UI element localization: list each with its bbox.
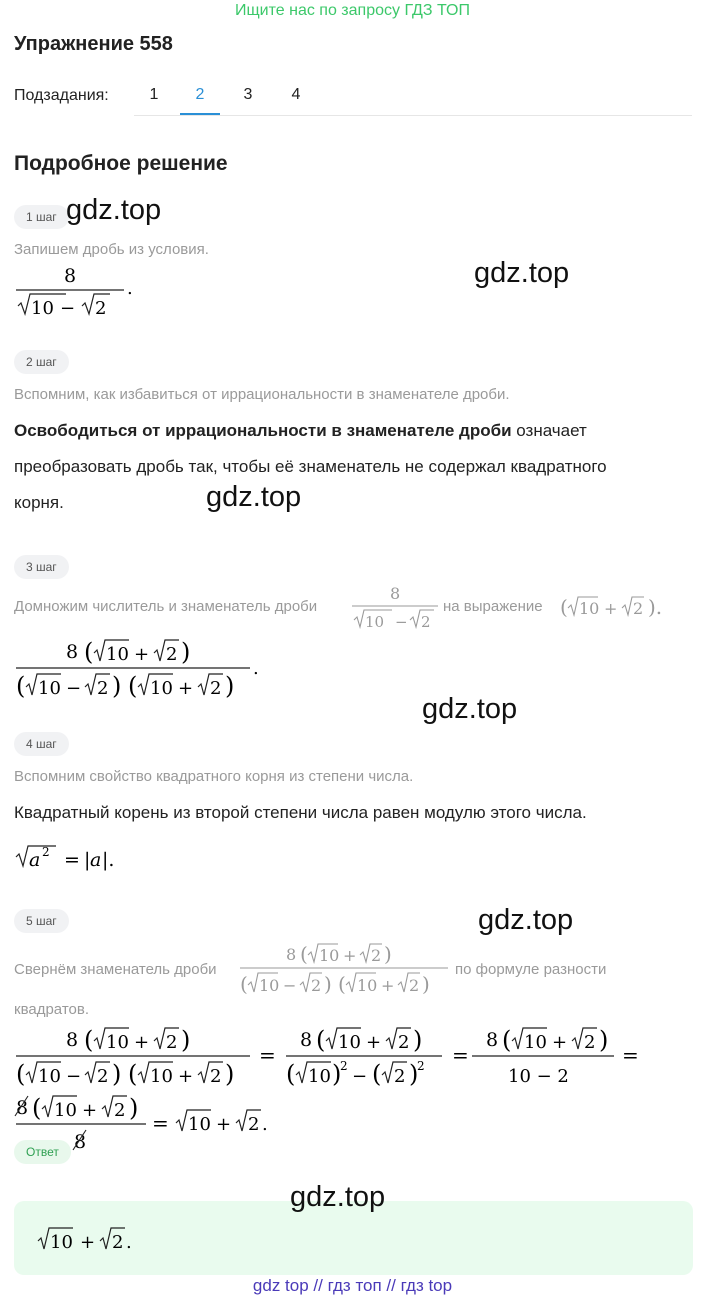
svg-text:8: 8	[300, 1029, 313, 1051]
svg-text:10: 10	[150, 678, 173, 699]
svg-text:−: −	[283, 976, 297, 995]
watermark-5: gdz.top	[478, 904, 574, 936]
footer-links[interactable]: gdz top // гдз топ // гдз top	[252, 1276, 453, 1295]
svg-text:(: (	[502, 1026, 512, 1054]
svg-text:8: 8	[74, 1131, 87, 1153]
step-5-hint-line-2: квадратов.	[14, 1001, 89, 1018]
step-2-bold-term: Освободиться от иррациональности в знаменателе дроби	[14, 421, 512, 440]
svg-text:(: (	[16, 672, 26, 700]
svg-text:2: 2	[210, 678, 222, 699]
svg-text:8: 8	[16, 1097, 29, 1119]
step-1-hint: Запишем дробь из условия.	[14, 241, 209, 258]
step-5-formula-line-1	[14, 1020, 644, 1094]
svg-text:a: a	[90, 849, 102, 871]
svg-text:2: 2	[210, 1066, 222, 1087]
svg-text:8: 8	[486, 1029, 499, 1051]
svg-text:2: 2	[394, 1066, 406, 1087]
svg-text:−: −	[66, 678, 82, 699]
svg-text:10: 10	[579, 599, 600, 618]
svg-text:2: 2	[340, 1059, 348, 1073]
svg-text:(: (	[338, 972, 346, 996]
svg-text:): )	[384, 942, 392, 966]
step-3-inline-fraction	[350, 582, 445, 634]
tab-1[interactable]: 1	[149, 86, 159, 103]
svg-text:10: 10	[38, 678, 61, 699]
svg-text:(: (	[84, 638, 94, 666]
tab-4[interactable]: 4	[291, 86, 301, 103]
step-4-badge: 4 шаг	[14, 732, 69, 756]
svg-text:(: (	[316, 1026, 326, 1054]
svg-text:.: .	[126, 1232, 132, 1253]
svg-text:(: (	[16, 1060, 26, 1088]
svg-text:): )	[225, 672, 235, 700]
svg-text:2: 2	[421, 613, 431, 631]
svg-text:=: =	[622, 1043, 639, 1067]
svg-text:10: 10	[150, 1066, 173, 1087]
step-3-hint-after: на выражение	[443, 598, 543, 615]
svg-text:10: 10	[308, 1066, 331, 1087]
svg-text:2: 2	[97, 1066, 109, 1087]
svg-text:+: +	[134, 1032, 150, 1053]
svg-text:2: 2	[95, 298, 107, 319]
svg-text:2: 2	[112, 1232, 124, 1253]
step-3-formula	[14, 632, 264, 704]
svg-text:2: 2	[371, 946, 382, 965]
svg-text:10: 10	[188, 1114, 211, 1135]
step-1-badge: 1 шаг	[14, 205, 69, 229]
svg-text:10: 10	[31, 298, 54, 319]
svg-text:−: −	[352, 1066, 368, 1087]
watermark-4: gdz.top	[422, 693, 518, 725]
step-5-hint-before: Свернём знаменатель дроби	[14, 961, 217, 978]
svg-text:(: (	[128, 672, 138, 700]
svg-text:8: 8	[66, 1029, 79, 1051]
watermark-6: gdz.top	[290, 1181, 386, 1213]
watermark-1: gdz.top	[66, 194, 162, 226]
svg-text:2: 2	[633, 599, 644, 618]
svg-text:): )	[112, 672, 122, 700]
svg-text:−: −	[60, 298, 76, 319]
step-2-line-3: корня.	[14, 493, 64, 512]
step-2-definition	[14, 413, 674, 449]
step-1-formula	[14, 262, 134, 322]
svg-text:): )	[181, 638, 191, 666]
svg-text:2: 2	[248, 1114, 260, 1135]
svg-text:(: (	[240, 972, 248, 996]
svg-text:+: +	[134, 644, 150, 665]
svg-text:(: (	[84, 1026, 94, 1054]
svg-text:): )	[413, 1026, 423, 1054]
svg-text:2: 2	[398, 1032, 410, 1053]
svg-text:10: 10	[319, 946, 340, 965]
svg-text:10: 10	[357, 976, 378, 995]
svg-text:2: 2	[166, 1032, 178, 1053]
page-title: Упражнение 558	[14, 33, 173, 55]
step-3-badge: 3 шаг	[14, 555, 69, 579]
svg-text:): )	[112, 1060, 122, 1088]
svg-text:2: 2	[97, 678, 109, 699]
step-4-hint: Вспомним свойство квадратного корня из степени числа.	[14, 768, 414, 785]
svg-text:).: ).	[648, 595, 663, 619]
svg-text:10: 10	[524, 1032, 547, 1053]
step-3-multiplier	[558, 591, 668, 623]
svg-text:+: +	[82, 1100, 98, 1121]
svg-text:8: 8	[390, 584, 401, 603]
svg-text:): )	[129, 1094, 139, 1122]
svg-text:10: 10	[50, 1232, 73, 1253]
step-2-line-2: преобразовать дробь так, чтобы её знаменатель не содержал квадратного	[14, 457, 607, 476]
step-2-text-rest: означает	[511, 421, 587, 440]
answer-badge: Ответ	[14, 1140, 71, 1164]
svg-text:=: =	[452, 1043, 469, 1067]
watermark-3: gdz.top	[206, 481, 302, 513]
svg-text:(: (	[128, 1060, 138, 1088]
svg-text:10: 10	[365, 613, 385, 631]
svg-text:10: 10	[259, 976, 280, 995]
svg-text:+: +	[552, 1032, 568, 1053]
svg-text:): )	[409, 1060, 419, 1088]
svg-text:10: 10	[106, 1032, 129, 1053]
svg-text:): )	[599, 1026, 609, 1054]
svg-text:10: 10	[38, 1066, 61, 1087]
svg-text:10: 10	[54, 1100, 77, 1121]
svg-text:=: =	[152, 1111, 169, 1135]
svg-text:): )	[332, 1060, 342, 1088]
top-banner: Ищите нас по запросу ГДЗ ТОП	[235, 2, 470, 19]
svg-text:8: 8	[66, 641, 79, 663]
svg-text:+: +	[216, 1114, 232, 1135]
svg-text:2: 2	[584, 1032, 596, 1053]
step-5-inline-fraction	[238, 938, 453, 998]
svg-text:+: +	[366, 1032, 382, 1053]
tabs-divider	[134, 115, 692, 116]
step-5-hint-after: по формуле разности	[455, 961, 607, 978]
svg-text:+: +	[178, 1066, 194, 1087]
step-5-badge: 5 шаг	[14, 909, 69, 933]
active-tab-indicator	[180, 113, 220, 115]
svg-text:10: 10	[338, 1032, 361, 1053]
svg-text:10: 10	[106, 644, 129, 665]
svg-text:(: (	[32, 1094, 42, 1122]
svg-text:2: 2	[166, 644, 178, 665]
svg-text:+: +	[80, 1232, 96, 1253]
svg-text:8: 8	[286, 945, 297, 964]
svg-text:): )	[181, 1026, 191, 1054]
svg-text:+: +	[604, 599, 618, 618]
svg-text:2: 2	[42, 845, 50, 859]
answer-formula	[36, 1222, 146, 1258]
svg-text:2: 2	[417, 1059, 425, 1073]
svg-text:(: (	[372, 1060, 382, 1088]
svg-text:10 − 2: 10 − 2	[508, 1066, 569, 1087]
svg-text:−: −	[395, 613, 408, 631]
svg-text:−: −	[66, 1066, 82, 1087]
watermark-2: gdz.top	[474, 257, 570, 289]
svg-text:(: (	[560, 595, 568, 619]
step-4-text: Квадратный корень из второй степени числа равен модулю этого числа.	[14, 803, 587, 822]
section-title: Подробное решение	[14, 152, 228, 175]
svg-text:+: +	[381, 976, 395, 995]
step-2-hint: Вспомним, как избавиться от иррациональности в знаменателе дроби.	[14, 386, 510, 403]
svg-text:2: 2	[409, 976, 420, 995]
step-4-formula	[14, 838, 124, 874]
step-2-badge: 2 шаг	[14, 350, 69, 374]
svg-text:=: =	[259, 1043, 276, 1067]
svg-text:2: 2	[114, 1100, 126, 1121]
svg-text:+: +	[343, 946, 357, 965]
svg-text:): )	[324, 972, 332, 996]
svg-text:.: .	[262, 1114, 268, 1135]
svg-text:.: .	[127, 278, 133, 299]
svg-text:8: 8	[64, 265, 77, 287]
svg-text:2: 2	[311, 976, 322, 995]
svg-text:a: a	[29, 849, 41, 871]
svg-text:(: (	[300, 942, 308, 966]
svg-text:.: .	[253, 658, 259, 679]
svg-text:): )	[225, 1060, 235, 1088]
svg-text:): )	[422, 972, 430, 996]
step-3-hint-before: Домножим числитель и знаменатель дроби	[14, 598, 318, 615]
subtasks-label: Подзадания:	[14, 87, 109, 104]
tab-2[interactable]: 2	[195, 86, 205, 103]
svg-text:+: +	[178, 678, 194, 699]
svg-text:=: =	[64, 849, 80, 871]
tab-3[interactable]: 3	[243, 86, 253, 103]
svg-text:|.: |.	[102, 849, 115, 871]
svg-text:|: |	[84, 849, 91, 871]
svg-text:(: (	[286, 1060, 296, 1088]
